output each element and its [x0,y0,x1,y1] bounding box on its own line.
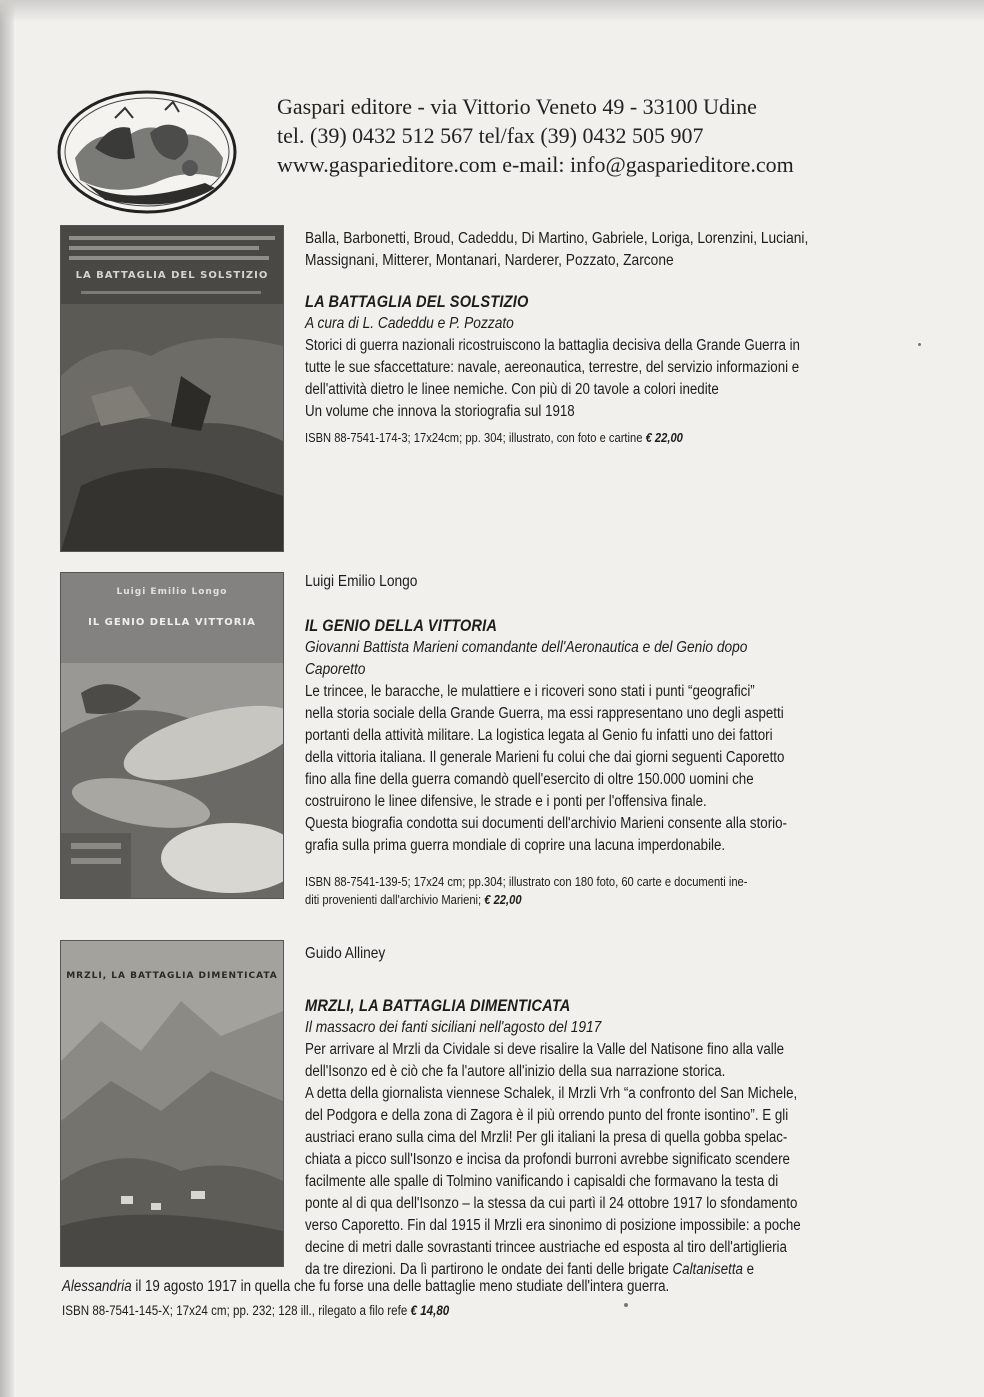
book-isbn [305,429,808,447]
book-entry-mrzli-continued [62,1276,669,1320]
description-line: grafia sulla prima guerra mondiale di coprire una lacuna imperdonabile. [305,837,726,854]
description-line: A detta della giornalista viennese Schalek, il Mrzli Vrh “a confronto del San Michele, [305,1085,798,1102]
cover-title: LA BATTAGLIA DEL SOLSTIZIO [75,270,269,281]
brigade-name: Alessandria [62,1278,132,1295]
cover-title: IL GENIO DELLA VITTORIA [88,617,256,628]
description-line: del Podgora e della zona di Zagora è il più orrendo punto del fronte isontino”. E gli [305,1107,789,1124]
scan-speck [624,1303,628,1307]
publisher-address: Gaspari editore - via Vittorio Veneto 49 - 33100 Udine [277,94,757,119]
description-line: austriaci erano sulla cima del Mrzli! Per gli italiani la presa di quella gobba spelac- [305,1129,788,1146]
book-description [305,1039,801,1281]
book-title: MRZLI, LA BATTAGLIA DIMENTICATA [305,996,571,1015]
description-line: portanti della attività militare. La logistica legata al Genio fu infatti uno dei fattori [305,727,773,744]
book-price: € 14,80 [410,1303,450,1318]
description-text: il 19 agosto 1917 in quella che fu forse una delle battaglie meno studiate dell'intera guerra. [131,1278,670,1295]
description-text: da tre direzioni. Da lì partirono le ondate dei fanti delle brigate [305,1261,669,1278]
isbn-text: diti provenienti dall'archivio Marieni; [305,892,482,907]
book-entry-genio [305,571,787,909]
description-line: fino alla fine della guerra comandò quell'esercito di oltre 150.000 uomini che [305,771,754,788]
description-line: Per arrivare al Mrzli da Cividale si deve risalire la Valle del Natisone fino alla valle [305,1041,785,1058]
book-entry-solstizio [305,228,808,447]
description-line [62,1276,669,1298]
publisher-logo [55,88,240,216]
description-line: Un volume che innova la storiografia sul 1918 [305,403,575,420]
book-description [305,681,787,857]
description-line: chiata a picco sull'Isonzo e incisa da profondi burroni avrebbe significato scendere [305,1151,790,1168]
description-line: Le trincee, le baracche, le mulattiere e i ricoveri sono stati i punti “geografici” [305,683,755,700]
book-cover-genio [60,572,284,899]
book-subtitle: Il massacro dei fanti siciliani nell'agosto del 1917 [305,1019,602,1036]
description-line: facilmente alle spalle di Tolmino vanificando i capisaldi che formavano la testa di [305,1173,779,1190]
book-isbn [62,1302,669,1320]
description-line: costruirono le linee difensive, le strade e i ponti per l'offensiva finale. [305,793,707,810]
isbn-text: ISBN 88-7541-174-3; 17x24cm; pp. 304; illustrato, con foto e cartine [305,430,643,445]
book-editors: A cura di L. Cadeddu e P. Pozzato [305,315,514,332]
scan-speck [918,343,921,346]
isbn-line: ISBN 88-7541-139-5; 17x24 cm; pp.304; illustrato con 180 foto, 60 carte e documenti ine- [305,874,748,889]
book-authors [305,228,808,272]
publisher-contact [277,92,897,179]
book-price: € 22,00 [484,892,522,907]
book-cover-solstizio [60,225,284,552]
description-line: verso Caporetto. Fin dal 1915 il Mrzli era sinonimo di posizione impossibile: a poche [305,1217,801,1234]
page-top-shadow [0,0,984,22]
description-line: dell'Isonzo ed è ciò che fa l'autore all'inizio della sua narrazione storica. [305,1063,726,1080]
description-line: ponte al di qua dell'Isonzo – la stessa da cui partì il 24 ottobre 1917 lo sfondamento [305,1195,798,1212]
publisher-web: www.gasparieditore.com e-mail: info@gasparieditore.com [277,152,794,177]
book-title: LA BATTAGLIA DEL SOLSTIZIO [305,292,529,311]
book-author: Luigi Emilio Longo [305,573,418,590]
book-isbn [305,873,787,909]
description-line: dell'attività dietro le linee nemiche. Con più di 20 tavole a colori inedite [305,381,719,398]
authors-line: Massignani, Mitterer, Montanari, Narderer, Pozzato, Zarcone [305,252,674,269]
book-author: Guido Alliney [305,945,386,962]
description-line: della vittoria italiana. Il generale Marieni fu colui che dai giorni seguenti Caporetto [305,749,785,766]
cover-title: MRZLI, LA BATTAGLIA DIMENTICATA [66,971,278,981]
authors-line: Balla, Barbonetti, Broud, Cadeddu, Di Martino, Gabriele, Loriga, Lorenzini, Luciani, [305,230,809,247]
book-subtitle [305,637,787,681]
subtitle-line: Caporetto [305,661,366,678]
description-text: e [742,1261,755,1278]
book-description [305,335,808,423]
book-price: € 22,00 [645,430,683,445]
description-line: Storici di guerra nazionali ricostruiscono la battaglia decisiva della Grande Guerra in [305,337,800,354]
description-line: Questa biografia condotta sui documenti dell'archivio Marieni consente alla storio- [305,815,787,832]
subtitle-line: Giovanni Battista Marieni comandante dell'Aeronautica e del Genio dopo [305,639,748,656]
page-edge-shadow [0,0,14,1397]
isbn-line [305,891,787,909]
description-line: nella storia sociale della Grande Guerra, ma essi rappresentano uno degli aspetti [305,705,784,722]
brigade-name: Caltanisetta [672,1261,743,1278]
publisher-phone: tel. (39) 0432 512 567 tel/fax (39) 0432 505 907 [277,123,704,148]
book-cover-mrzli [60,940,284,1267]
description-line: tutte le sue sfaccettature: navale, aereonautica, terrestre, del servizio informazioni e [305,359,800,376]
cover-author: Luigi Emilio Longo [116,587,228,597]
isbn-text: ISBN 88-7541-145-X; 17x24 cm; pp. 232; 128 ill., rilegato a filo refe [62,1303,408,1318]
book-title: IL GENIO DELLA VITTORIA [305,616,498,635]
book-entry-mrzli [305,943,801,1281]
description-line: decine di metri dalle sovrastanti trincee austriache ed esposta al tiro dell'artiglieria [305,1239,787,1256]
